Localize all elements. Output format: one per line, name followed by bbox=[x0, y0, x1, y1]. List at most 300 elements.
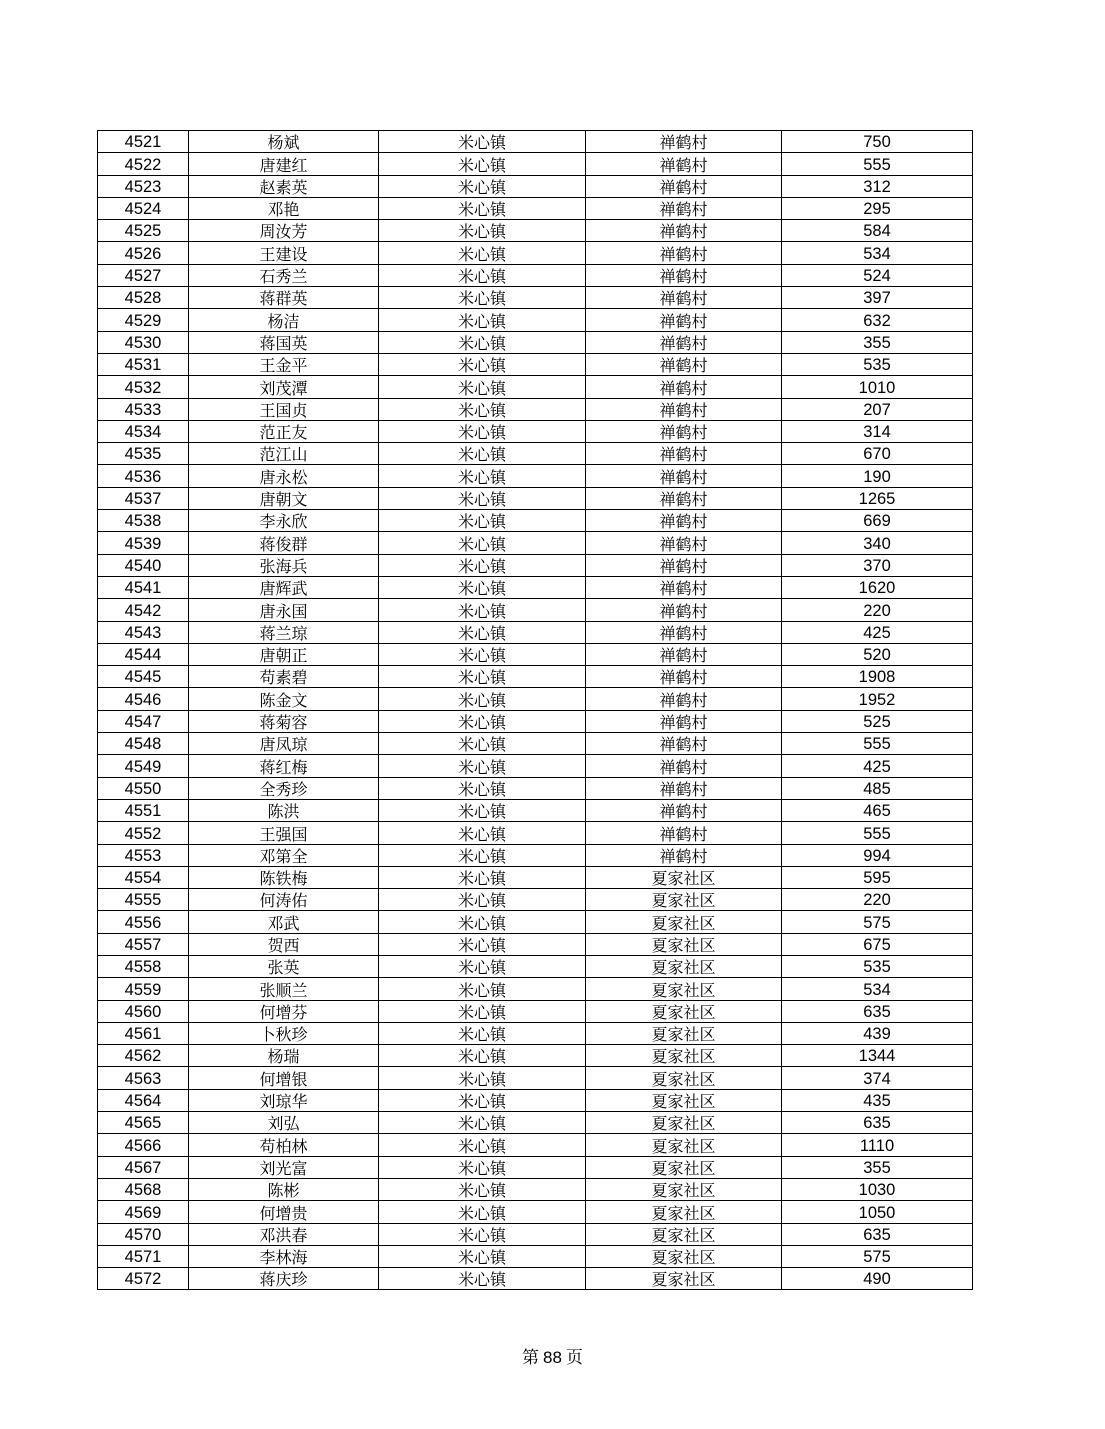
town-cell: 米心镇 bbox=[379, 376, 586, 398]
table-row bbox=[98, 643, 973, 665]
amount-cell: 575 bbox=[782, 911, 973, 933]
town-cell: 米心镇 bbox=[379, 666, 586, 688]
town-cell: 米心镇 bbox=[379, 599, 586, 621]
town-cell: 米心镇 bbox=[379, 1045, 586, 1067]
town-cell: 米心镇 bbox=[379, 1201, 586, 1223]
village-cell: 禅鹤村 bbox=[586, 287, 782, 309]
table-row bbox=[98, 1245, 973, 1267]
amount-cell: 1030 bbox=[782, 1178, 973, 1200]
village-cell: 夏家社区 bbox=[586, 1245, 782, 1267]
town-cell: 米心镇 bbox=[379, 554, 586, 576]
town-cell: 米心镇 bbox=[379, 1000, 586, 1022]
serial-number-cell: 4567 bbox=[98, 1156, 189, 1178]
name-cell: 唐辉武 bbox=[189, 576, 379, 598]
table-row bbox=[98, 955, 973, 977]
serial-number-cell: 4563 bbox=[98, 1067, 189, 1089]
village-cell: 禅鹤村 bbox=[586, 153, 782, 175]
amount-cell: 1050 bbox=[782, 1201, 973, 1223]
serial-number-cell: 4540 bbox=[98, 554, 189, 576]
town-cell: 米心镇 bbox=[379, 933, 586, 955]
village-cell: 禅鹤村 bbox=[586, 175, 782, 197]
serial-number-cell: 4521 bbox=[98, 131, 189, 153]
table-row bbox=[98, 844, 973, 866]
name-cell: 陈金文 bbox=[189, 688, 379, 710]
table-row bbox=[98, 822, 973, 844]
town-cell: 米心镇 bbox=[379, 688, 586, 710]
name-cell: 蒋菊容 bbox=[189, 710, 379, 732]
serial-number-cell: 4532 bbox=[98, 376, 189, 398]
serial-number-cell: 4539 bbox=[98, 532, 189, 554]
name-cell: 张英 bbox=[189, 955, 379, 977]
amount-cell: 1010 bbox=[782, 376, 973, 398]
serial-number-cell: 4552 bbox=[98, 822, 189, 844]
town-cell: 米心镇 bbox=[379, 978, 586, 1000]
name-cell: 唐建红 bbox=[189, 153, 379, 175]
table-row bbox=[98, 287, 973, 309]
town-cell: 米心镇 bbox=[379, 443, 586, 465]
name-cell: 张海兵 bbox=[189, 554, 379, 576]
village-cell: 禅鹤村 bbox=[586, 510, 782, 532]
town-cell: 米心镇 bbox=[379, 1178, 586, 1200]
village-cell: 禅鹤村 bbox=[586, 197, 782, 219]
village-cell: 禅鹤村 bbox=[586, 398, 782, 420]
serial-number-cell: 4531 bbox=[98, 353, 189, 375]
serial-number-cell: 4546 bbox=[98, 688, 189, 710]
name-cell: 何涛佑 bbox=[189, 889, 379, 911]
serial-number-cell: 4559 bbox=[98, 978, 189, 1000]
amount-cell: 675 bbox=[782, 933, 973, 955]
amount-cell: 534 bbox=[782, 978, 973, 1000]
name-cell: 贺西 bbox=[189, 933, 379, 955]
serial-number-cell: 4530 bbox=[98, 331, 189, 353]
village-cell: 夏家社区 bbox=[586, 1178, 782, 1200]
amount-cell: 490 bbox=[782, 1268, 973, 1290]
table-row bbox=[98, 755, 973, 777]
town-cell: 米心镇 bbox=[379, 487, 586, 509]
table-row bbox=[98, 420, 973, 442]
village-cell: 禅鹤村 bbox=[586, 733, 782, 755]
name-cell: 邓洪春 bbox=[189, 1223, 379, 1245]
name-cell: 唐永国 bbox=[189, 599, 379, 621]
village-cell: 禅鹤村 bbox=[586, 443, 782, 465]
table-row bbox=[98, 153, 973, 175]
amount-cell: 994 bbox=[782, 844, 973, 866]
village-cell: 禅鹤村 bbox=[586, 666, 782, 688]
town-cell: 米心镇 bbox=[379, 733, 586, 755]
table-body bbox=[98, 131, 973, 1290]
town-cell: 米心镇 bbox=[379, 353, 586, 375]
village-cell: 禅鹤村 bbox=[586, 822, 782, 844]
serial-number-cell: 4544 bbox=[98, 643, 189, 665]
serial-number-cell: 4545 bbox=[98, 666, 189, 688]
serial-number-cell: 4550 bbox=[98, 777, 189, 799]
name-cell: 邓艳 bbox=[189, 197, 379, 219]
name-cell: 何增贵 bbox=[189, 1201, 379, 1223]
name-cell: 范正友 bbox=[189, 420, 379, 442]
village-cell: 夏家社区 bbox=[586, 978, 782, 1000]
town-cell: 米心镇 bbox=[379, 1067, 586, 1089]
town-cell: 米心镇 bbox=[379, 1245, 586, 1267]
table-row bbox=[98, 443, 973, 465]
name-cell: 唐朝文 bbox=[189, 487, 379, 509]
amount-cell: 575 bbox=[782, 1245, 973, 1267]
name-cell: 范江山 bbox=[189, 443, 379, 465]
table-row bbox=[98, 733, 973, 755]
town-cell: 米心镇 bbox=[379, 1156, 586, 1178]
amount-cell: 555 bbox=[782, 153, 973, 175]
serial-number-cell: 4523 bbox=[98, 175, 189, 197]
amount-cell: 1110 bbox=[782, 1134, 973, 1156]
name-cell: 唐朝正 bbox=[189, 643, 379, 665]
name-cell: 陈洪 bbox=[189, 799, 379, 821]
serial-number-cell: 4561 bbox=[98, 1022, 189, 1044]
village-cell: 夏家社区 bbox=[586, 955, 782, 977]
table-row bbox=[98, 889, 973, 911]
amount-cell: 535 bbox=[782, 353, 973, 375]
town-cell: 米心镇 bbox=[379, 220, 586, 242]
village-cell: 禅鹤村 bbox=[586, 599, 782, 621]
village-cell: 夏家社区 bbox=[586, 1156, 782, 1178]
amount-cell: 1908 bbox=[782, 666, 973, 688]
village-cell: 夏家社区 bbox=[586, 911, 782, 933]
amount-cell: 425 bbox=[782, 621, 973, 643]
name-cell: 何增银 bbox=[189, 1067, 379, 1089]
village-cell: 禅鹤村 bbox=[586, 799, 782, 821]
serial-number-cell: 4551 bbox=[98, 799, 189, 821]
amount-cell: 340 bbox=[782, 532, 973, 554]
table-row bbox=[98, 666, 973, 688]
village-cell: 禅鹤村 bbox=[586, 643, 782, 665]
amount-cell: 485 bbox=[782, 777, 973, 799]
serial-number-cell: 4553 bbox=[98, 844, 189, 866]
town-cell: 米心镇 bbox=[379, 643, 586, 665]
name-cell: 蒋群英 bbox=[189, 287, 379, 309]
town-cell: 米心镇 bbox=[379, 621, 586, 643]
name-cell: 全秀珍 bbox=[189, 777, 379, 799]
serial-number-cell: 4555 bbox=[98, 889, 189, 911]
village-cell: 夏家社区 bbox=[586, 1201, 782, 1223]
village-cell: 禅鹤村 bbox=[586, 844, 782, 866]
amount-cell: 439 bbox=[782, 1022, 973, 1044]
name-cell: 何增芬 bbox=[189, 1000, 379, 1022]
amount-cell: 534 bbox=[782, 242, 973, 264]
serial-number-cell: 4534 bbox=[98, 420, 189, 442]
serial-number-cell: 4568 bbox=[98, 1178, 189, 1200]
table-row bbox=[98, 331, 973, 353]
amount-cell: 190 bbox=[782, 465, 973, 487]
village-cell: 夏家社区 bbox=[586, 866, 782, 888]
table-row bbox=[98, 621, 973, 643]
serial-number-cell: 4538 bbox=[98, 510, 189, 532]
name-cell: 王国贞 bbox=[189, 398, 379, 420]
village-cell: 禅鹤村 bbox=[586, 688, 782, 710]
amount-cell: 632 bbox=[782, 309, 973, 331]
amount-cell: 465 bbox=[782, 799, 973, 821]
amount-cell: 355 bbox=[782, 1156, 973, 1178]
table-row bbox=[98, 688, 973, 710]
table-row bbox=[98, 242, 973, 264]
amount-cell: 750 bbox=[782, 131, 973, 153]
name-cell: 王金平 bbox=[189, 353, 379, 375]
serial-number-cell: 4569 bbox=[98, 1201, 189, 1223]
table-row bbox=[98, 978, 973, 1000]
table-row bbox=[98, 264, 973, 286]
village-cell: 禅鹤村 bbox=[586, 755, 782, 777]
serial-number-cell: 4570 bbox=[98, 1223, 189, 1245]
village-cell: 禅鹤村 bbox=[586, 242, 782, 264]
serial-number-cell: 4522 bbox=[98, 153, 189, 175]
amount-cell: 207 bbox=[782, 398, 973, 420]
town-cell: 米心镇 bbox=[379, 911, 586, 933]
name-cell: 邓武 bbox=[189, 911, 379, 933]
serial-number-cell: 4537 bbox=[98, 487, 189, 509]
table-row bbox=[98, 1134, 973, 1156]
serial-number-cell: 4572 bbox=[98, 1268, 189, 1290]
amount-cell: 535 bbox=[782, 955, 973, 977]
town-cell: 米心镇 bbox=[379, 532, 586, 554]
amount-cell: 370 bbox=[782, 554, 973, 576]
amount-cell: 670 bbox=[782, 443, 973, 465]
table-row bbox=[98, 175, 973, 197]
footer-suffix: 页 bbox=[565, 1348, 583, 1368]
village-cell: 禅鹤村 bbox=[586, 710, 782, 732]
town-cell: 米心镇 bbox=[379, 331, 586, 353]
town-cell: 米心镇 bbox=[379, 309, 586, 331]
table-row bbox=[98, 309, 973, 331]
town-cell: 米心镇 bbox=[379, 264, 586, 286]
name-cell: 李永欣 bbox=[189, 510, 379, 532]
table-row bbox=[98, 710, 973, 732]
town-cell: 米心镇 bbox=[379, 398, 586, 420]
village-cell: 夏家社区 bbox=[586, 1045, 782, 1067]
village-cell: 禅鹤村 bbox=[586, 621, 782, 643]
amount-cell: 312 bbox=[782, 175, 973, 197]
serial-number-cell: 4529 bbox=[98, 309, 189, 331]
serial-number-cell: 4566 bbox=[98, 1134, 189, 1156]
name-cell: 李林海 bbox=[189, 1245, 379, 1267]
table-row bbox=[98, 933, 973, 955]
table-row bbox=[98, 777, 973, 799]
village-cell: 禅鹤村 bbox=[586, 376, 782, 398]
town-cell: 米心镇 bbox=[379, 755, 586, 777]
amount-cell: 1265 bbox=[782, 487, 973, 509]
serial-number-cell: 4558 bbox=[98, 955, 189, 977]
table-row bbox=[98, 1089, 973, 1111]
serial-number-cell: 4536 bbox=[98, 465, 189, 487]
town-cell: 米心镇 bbox=[379, 1223, 586, 1245]
table-row bbox=[98, 1000, 973, 1022]
amount-cell: 524 bbox=[782, 264, 973, 286]
village-cell: 禅鹤村 bbox=[586, 264, 782, 286]
table-row bbox=[98, 866, 973, 888]
name-cell: 陈彬 bbox=[189, 1178, 379, 1200]
amount-cell: 374 bbox=[782, 1067, 973, 1089]
amount-cell: 425 bbox=[782, 755, 973, 777]
name-cell: 蒋庆珍 bbox=[189, 1268, 379, 1290]
table-row bbox=[98, 1067, 973, 1089]
serial-number-cell: 4526 bbox=[98, 242, 189, 264]
town-cell: 米心镇 bbox=[379, 576, 586, 598]
amount-cell: 555 bbox=[782, 733, 973, 755]
village-cell: 禅鹤村 bbox=[586, 220, 782, 242]
town-cell: 米心镇 bbox=[379, 889, 586, 911]
village-cell: 禅鹤村 bbox=[586, 576, 782, 598]
page-number: 88 bbox=[543, 1348, 562, 1367]
name-cell: 周汝芳 bbox=[189, 220, 379, 242]
name-cell: 刘琼华 bbox=[189, 1089, 379, 1111]
town-cell: 米心镇 bbox=[379, 799, 586, 821]
serial-number-cell: 4543 bbox=[98, 621, 189, 643]
village-cell: 夏家社区 bbox=[586, 1022, 782, 1044]
village-cell: 禅鹤村 bbox=[586, 331, 782, 353]
amount-cell: 525 bbox=[782, 710, 973, 732]
table-row bbox=[98, 1156, 973, 1178]
town-cell: 米心镇 bbox=[379, 1268, 586, 1290]
amount-cell: 635 bbox=[782, 1112, 973, 1134]
amount-cell: 1344 bbox=[782, 1045, 973, 1067]
table-row bbox=[98, 131, 973, 153]
serial-number-cell: 4548 bbox=[98, 733, 189, 755]
table-row bbox=[98, 599, 973, 621]
town-cell: 米心镇 bbox=[379, 822, 586, 844]
serial-number-cell: 4528 bbox=[98, 287, 189, 309]
table-row bbox=[98, 465, 973, 487]
table-row bbox=[98, 799, 973, 821]
footer-prefix: 第 bbox=[522, 1348, 540, 1368]
table-row bbox=[98, 911, 973, 933]
town-cell: 米心镇 bbox=[379, 153, 586, 175]
serial-number-cell: 4557 bbox=[98, 933, 189, 955]
table-row bbox=[98, 1178, 973, 1200]
name-cell: 蒋兰琼 bbox=[189, 621, 379, 643]
name-cell: 陈铁梅 bbox=[189, 866, 379, 888]
serial-number-cell: 4547 bbox=[98, 710, 189, 732]
name-cell: 杨洁 bbox=[189, 309, 379, 331]
village-cell: 禅鹤村 bbox=[586, 309, 782, 331]
name-cell: 张顺兰 bbox=[189, 978, 379, 1000]
village-cell: 夏家社区 bbox=[586, 1112, 782, 1134]
serial-number-cell: 4542 bbox=[98, 599, 189, 621]
name-cell: 蒋俊群 bbox=[189, 532, 379, 554]
amount-cell: 595 bbox=[782, 866, 973, 888]
name-cell: 刘弘 bbox=[189, 1112, 379, 1134]
amount-cell: 220 bbox=[782, 599, 973, 621]
name-cell: 刘茂潭 bbox=[189, 376, 379, 398]
town-cell: 米心镇 bbox=[379, 777, 586, 799]
town-cell: 米心镇 bbox=[379, 1134, 586, 1156]
table-row bbox=[98, 554, 973, 576]
serial-number-cell: 4560 bbox=[98, 1000, 189, 1022]
table-row bbox=[98, 353, 973, 375]
village-cell: 夏家社区 bbox=[586, 1000, 782, 1022]
village-cell: 禅鹤村 bbox=[586, 353, 782, 375]
serial-number-cell: 4541 bbox=[98, 576, 189, 598]
serial-number-cell: 4564 bbox=[98, 1089, 189, 1111]
table-row bbox=[98, 398, 973, 420]
village-cell: 夏家社区 bbox=[586, 1134, 782, 1156]
town-cell: 米心镇 bbox=[379, 465, 586, 487]
town-cell: 米心镇 bbox=[379, 242, 586, 264]
amount-cell: 1952 bbox=[782, 688, 973, 710]
town-cell: 米心镇 bbox=[379, 710, 586, 732]
table-row bbox=[98, 376, 973, 398]
name-cell: 唐永松 bbox=[189, 465, 379, 487]
table-row bbox=[98, 532, 973, 554]
amount-cell: 435 bbox=[782, 1089, 973, 1111]
table-row bbox=[98, 1268, 973, 1290]
town-cell: 米心镇 bbox=[379, 420, 586, 442]
town-cell: 米心镇 bbox=[379, 197, 586, 219]
table-row bbox=[98, 576, 973, 598]
serial-number-cell: 4571 bbox=[98, 1245, 189, 1267]
town-cell: 米心镇 bbox=[379, 955, 586, 977]
serial-number-cell: 4527 bbox=[98, 264, 189, 286]
name-cell: 苟柏林 bbox=[189, 1134, 379, 1156]
town-cell: 米心镇 bbox=[379, 866, 586, 888]
page-footer bbox=[0, 1343, 1105, 1368]
table-row bbox=[98, 1112, 973, 1134]
amount-cell: 397 bbox=[782, 287, 973, 309]
town-cell: 米心镇 bbox=[379, 510, 586, 532]
name-cell: 石秀兰 bbox=[189, 264, 379, 286]
amount-cell: 355 bbox=[782, 331, 973, 353]
serial-number-cell: 4535 bbox=[98, 443, 189, 465]
amount-cell: 635 bbox=[782, 1223, 973, 1245]
town-cell: 米心镇 bbox=[379, 1022, 586, 1044]
amount-cell: 295 bbox=[782, 197, 973, 219]
town-cell: 米心镇 bbox=[379, 1112, 586, 1134]
name-cell: 蒋国英 bbox=[189, 331, 379, 353]
table-row bbox=[98, 197, 973, 219]
amount-cell: 584 bbox=[782, 220, 973, 242]
village-cell: 夏家社区 bbox=[586, 1223, 782, 1245]
amount-cell: 520 bbox=[782, 643, 973, 665]
name-cell: 杨瑞 bbox=[189, 1045, 379, 1067]
table-row bbox=[98, 1045, 973, 1067]
table-row bbox=[98, 1223, 973, 1245]
amount-cell: 314 bbox=[782, 420, 973, 442]
amount-cell: 669 bbox=[782, 510, 973, 532]
name-cell: 苟素碧 bbox=[189, 666, 379, 688]
town-cell: 米心镇 bbox=[379, 175, 586, 197]
village-cell: 夏家社区 bbox=[586, 889, 782, 911]
name-cell: 杨斌 bbox=[189, 131, 379, 153]
name-cell: 唐凤琼 bbox=[189, 733, 379, 755]
village-cell: 禅鹤村 bbox=[586, 532, 782, 554]
serial-number-cell: 4525 bbox=[98, 220, 189, 242]
village-cell: 禅鹤村 bbox=[586, 420, 782, 442]
amount-cell: 635 bbox=[782, 1000, 973, 1022]
village-cell: 禅鹤村 bbox=[586, 465, 782, 487]
serial-number-cell: 4533 bbox=[98, 398, 189, 420]
town-cell: 米心镇 bbox=[379, 287, 586, 309]
table-row bbox=[98, 1022, 973, 1044]
village-cell: 禅鹤村 bbox=[586, 777, 782, 799]
table-row bbox=[98, 487, 973, 509]
name-cell: 蒋红梅 bbox=[189, 755, 379, 777]
amount-cell: 1620 bbox=[782, 576, 973, 598]
serial-number-cell: 4549 bbox=[98, 755, 189, 777]
table-row bbox=[98, 220, 973, 242]
village-cell: 禅鹤村 bbox=[586, 131, 782, 153]
village-cell: 夏家社区 bbox=[586, 933, 782, 955]
amount-cell: 555 bbox=[782, 822, 973, 844]
village-cell: 禅鹤村 bbox=[586, 554, 782, 576]
name-cell: 王建设 bbox=[189, 242, 379, 264]
serial-number-cell: 4556 bbox=[98, 911, 189, 933]
name-cell: 赵素英 bbox=[189, 175, 379, 197]
amount-cell: 220 bbox=[782, 889, 973, 911]
